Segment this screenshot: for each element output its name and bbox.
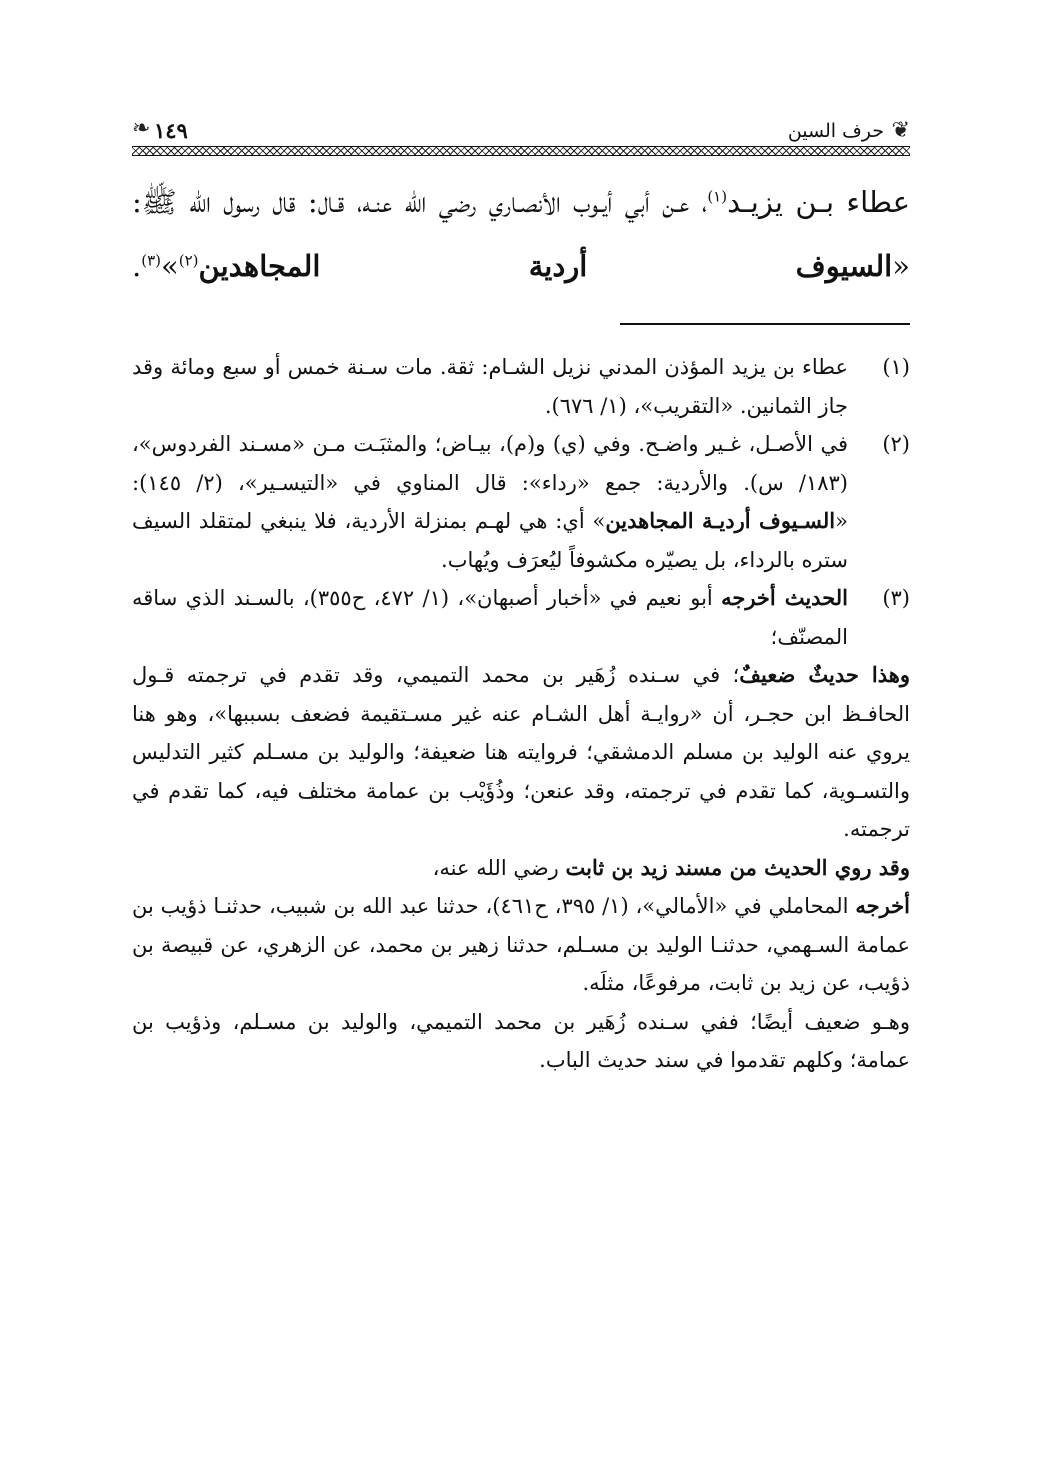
footnote-separator [620, 323, 910, 325]
footnote-text: أبو نعيم في «أخبار أصبهان»، (١/ ٤٧٢، ح٣٥٥)، بالسـند الذي ساقه المصنّف؛ [132, 586, 848, 649]
discussion-text: رضي الله عنه، [432, 855, 566, 880]
header-rule [132, 146, 910, 156]
footnote-text: في الأصـل، غـير واضـح. وفي (ي) و(م)، بيـاض؛ والمثبَـت مـن «مسـند الفردوس»، (١٨٣/ س). والأردية: جمع «رداء»: قال المناوي في «التيسـير»، (٢/ ١٤٥): « [132, 432, 848, 533]
discussion-paragraph-2 [132, 849, 910, 888]
footnote-body [132, 579, 848, 656]
running-header [132, 110, 910, 154]
section-title: حرف السين [787, 120, 884, 142]
footnote-ref-2: (٢) [178, 251, 199, 270]
discussion-text: المحاملي في «الأمالي»، (١/ ٣٩٥، ح٤٦١)، حدثنا عبد الله بن شبيب، حدثنـا ذؤيب بن عمامة السـهمي، حدثنـا الوليد بن مسـلم، حدثنا زهير بن محمد، عن الزهري، عن قبيصة بن ذؤيب، عن زيد بن ثابت، مرفوعًا، مثلَه. [132, 894, 910, 995]
footnote-body: عطاء بن يزيد المؤذن المدني نزيل الشـام: ثقة. مات سـنة خمس أو سبع ومائة وقد جاز الثمانين. «التقريب»، (١/ ٦٧٦). [132, 355, 848, 418]
grading-text: وهذا حديثٌ ضعيفٌ [739, 662, 910, 687]
footnote-ref-3: (٣) [141, 251, 161, 270]
discussion-paragraph-1 [132, 656, 910, 849]
footnote-number: (٢) [882, 432, 910, 456]
discussion-bold-text: وقد روي الحديث من مسند زيد بن ثابت [565, 854, 910, 880]
main-paragraph [132, 170, 910, 298]
ornament-left-icon: ❧ [132, 116, 151, 141]
footnote-body [132, 425, 848, 579]
main-text [132, 170, 910, 298]
main-text-part: رسول الله ﷺ: « [132, 185, 910, 283]
main-text-part: عطاء بـن يزيـد [727, 185, 910, 219]
ornament-right-icon: ❦ [891, 118, 910, 143]
main-text-part: . [132, 249, 142, 283]
footnote-1 [132, 348, 910, 425]
footnote-number: (٣) [882, 586, 910, 610]
page-number: ١٤٩ [154, 118, 188, 143]
discussion-paragraph-3 [132, 887, 910, 1003]
footnote-text: » أي: هي لهـم بمنزلة الأردية، فلا ينبغي لمتقلد السيف ستره بالرداء، بل يصيّره مكشوفاً ليُعرَف ويُهاب. [132, 509, 848, 572]
discussion-bold-text: أخرجه [855, 893, 910, 918]
footnotes [132, 348, 910, 1080]
footnote-ref-1: (١) [707, 187, 728, 206]
footnote-3 [132, 579, 910, 656]
footnote-bold-text: السـيوف أرديـة المجاهدين [605, 508, 836, 533]
main-text-part: ، عـن أبي أيـوب الأنصـاري رضي الله عنـه، قـال: قال [272, 185, 708, 219]
main-text-part: » [161, 249, 179, 283]
discussion-text: ؛ في سـنده زُهَير بن محمد التميمي، وقد تقدم في ترجمته قـول الحافـظ ابن حجـر، أن «روايـة أهل الشـام عنه غير مسـتقيمة فضعف بسببها»، وهو هنا يروي عنه الوليد بن مسلم الدمشقي؛ فروايته هنا ضعيفة؛ والوليد بن مسـلم كثير التدليس والتسـوية، كما تقدم في ترجمته، وقد عنعن؛ وذُؤَيْب بن عمامة مختلف فيه، كما تقدم في ترجمته. [132, 663, 910, 841]
discussion-paragraph-4: وهـو ضعيف أيضًا؛ ففي سـنده زُهَير بن محمد التميمي، والوليد بن مسـلم، وذؤيب بن عمامة؛ وكلهم تقدموا في سند حديث الباب. [132, 1009, 910, 1072]
footnote-bold-text: الحديث أخرجه [721, 585, 848, 610]
hadith-text: السيوف أردية المجاهدين [198, 249, 893, 283]
footnote-2 [132, 425, 910, 579]
footnote-number: (١) [882, 355, 910, 379]
